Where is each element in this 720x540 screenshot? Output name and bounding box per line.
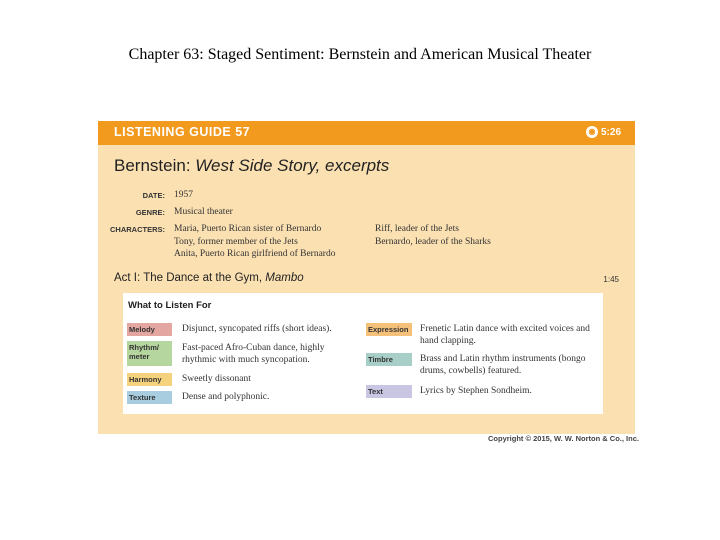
act-title xyxy=(114,272,304,284)
rhythm-meter-text: Fast-paced Afro-Cuban dance, highly rhythmic with much syncopation. xyxy=(182,343,325,365)
act-track: 1:45 xyxy=(603,275,619,284)
genre-label: GENRE: xyxy=(135,208,165,217)
guide-header-title: LISTENING GUIDE 57 xyxy=(114,125,251,139)
what-to-listen-for-title: What to Listen For xyxy=(128,300,212,311)
characters-left xyxy=(174,223,335,261)
harmony-text: Sweetly dissonant xyxy=(182,374,251,384)
timbre-label: Timbre xyxy=(366,353,412,366)
listening-guide-panel xyxy=(98,121,635,434)
expression-text: Frenetic Latin dance with excited voices and hand clapping. xyxy=(420,324,590,346)
text-label: Text xyxy=(366,385,412,398)
work-title xyxy=(114,156,389,176)
guide-header-track xyxy=(586,126,621,138)
expression-label: Expression xyxy=(366,323,412,336)
date-label: DATE: xyxy=(142,191,165,200)
texture-label: Texture xyxy=(127,391,172,404)
headphones-icon: ◉ xyxy=(586,126,598,138)
melody-text: Disjunct, syncopated riffs (short ideas). xyxy=(182,324,332,334)
slide-title: Chapter 63: Staged Sentiment: Bernstein and American Musical Theater xyxy=(128,46,592,63)
genre-value: Musical theater xyxy=(174,207,233,217)
character-item: Bernardo, leader of the Sharks xyxy=(375,236,491,247)
work-composer: Bernstein: xyxy=(114,156,191,175)
text-text: Lyrics by Stephen Sondheim. xyxy=(420,386,532,396)
what-to-listen-for-box xyxy=(123,293,603,414)
guide-header xyxy=(98,121,635,145)
timbre-text: Brass and Latin rhythm instruments (bongo drums, cowbells) featured. xyxy=(420,354,586,376)
characters-right xyxy=(375,223,491,248)
work-name: West Side Story, excerpts xyxy=(195,156,390,175)
rhythm-meter-label: Rhythm/ meter xyxy=(127,341,172,366)
character-item: Riff, leader of the Jets xyxy=(375,224,459,234)
harmony-label: Harmony xyxy=(127,373,172,386)
characters-label: CHARACTERS: xyxy=(110,225,165,234)
character-item: Maria, Puerto Rican sister of Bernardo xyxy=(174,224,322,234)
character-item: Anita, Puerto Rican girlfriend of Bernardo xyxy=(174,249,336,259)
track-time: 5:26 xyxy=(600,126,621,138)
melody-label: Melody xyxy=(127,323,172,336)
date-value: 1957 xyxy=(174,190,193,200)
texture-text: Dense and polyphonic. xyxy=(182,392,270,402)
act-piece: Mambo xyxy=(265,272,304,284)
character-item: Tony, former member of the Jets xyxy=(174,236,298,247)
copyright-notice: Copyright © 2015, W. W. Norton & Co., Inc. xyxy=(488,434,639,443)
act-prefix: Act I: The Dance at the Gym, xyxy=(114,272,263,284)
